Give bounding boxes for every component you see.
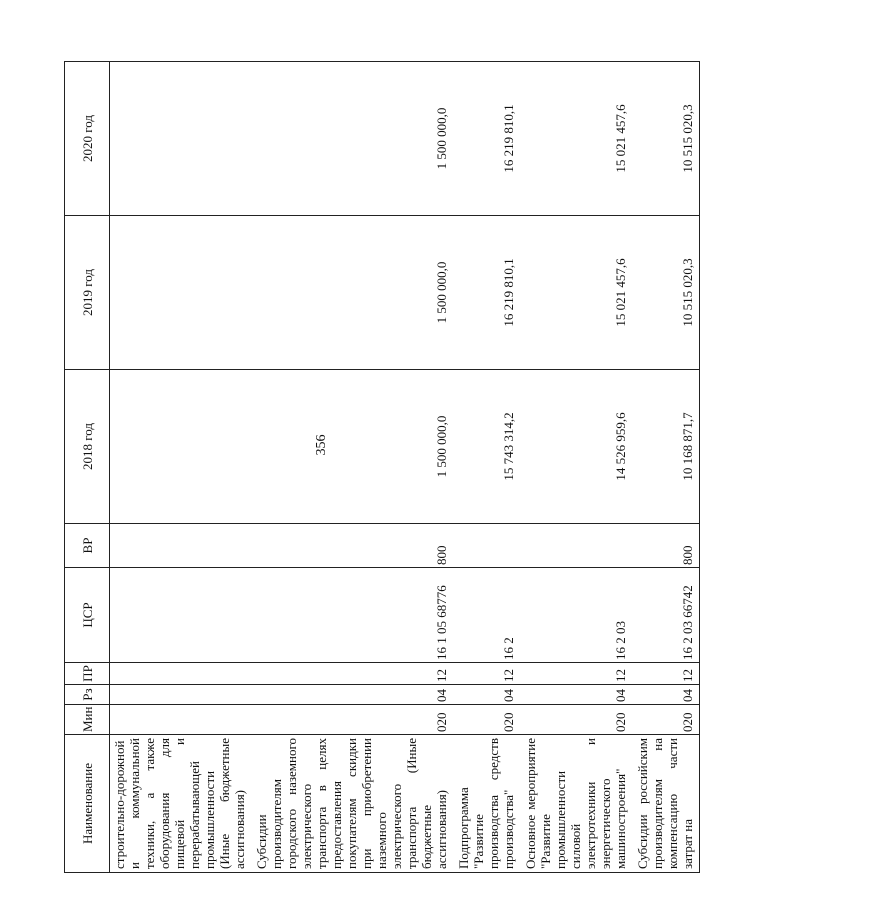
header-rz: Рз — [65, 685, 110, 705]
row-2018: 10 168 871,7 — [632, 370, 700, 524]
row-csr: 16 2 03 66742 — [632, 568, 700, 663]
budget-table — [64, 61, 700, 873]
table-row — [110, 62, 252, 873]
row-pr: 12 — [453, 663, 520, 685]
header-min: Мин — [65, 705, 110, 735]
row-pr: 12 — [251, 663, 453, 685]
row-min: 020 — [520, 705, 632, 735]
row-2019: 10 515 020,3 — [632, 216, 700, 370]
row-csr — [110, 568, 252, 663]
row-rz: 04 — [632, 685, 700, 705]
row-name: Субсидии российским производителям на компенсацию части затрат на — [632, 735, 700, 873]
row-rz: 04 — [520, 685, 632, 705]
row-csr: 16 2 — [453, 568, 520, 663]
row-name: Подпрограмма "Развитие производства средств производства" — [453, 735, 520, 873]
page-number: 356 — [314, 434, 329, 456]
row-vr — [453, 524, 520, 568]
row-name: Основное мероприятие "Развитие промышленности силовой электротехники и энергетического машиностроения" — [520, 735, 632, 873]
row-pr — [110, 663, 252, 685]
header-pr: ПР — [65, 663, 110, 685]
row-rz: 04 — [453, 685, 520, 705]
table-row — [453, 62, 520, 873]
header-2019: 2019 год — [65, 216, 110, 370]
row-rz: 04 — [251, 685, 453, 705]
row-vr: 800 — [632, 524, 700, 568]
table-row — [251, 62, 453, 873]
row-vr — [520, 524, 632, 568]
row-2019: 16 219 810,1 — [453, 216, 520, 370]
row-2018: 15 743 314,2 — [453, 370, 520, 524]
row-2018 — [110, 370, 252, 524]
row-pr: 12 — [520, 663, 632, 685]
row-csr: 16 1 05 68776 — [251, 568, 453, 663]
table-frame — [64, 62, 695, 873]
table-row — [632, 62, 700, 873]
row-min: 020 — [453, 705, 520, 735]
row-2020: 16 219 810,1 — [453, 62, 520, 216]
row-pr: 12 — [632, 663, 700, 685]
row-vr: 800 — [251, 524, 453, 568]
row-rz — [110, 685, 252, 705]
row-2020: 10 515 020,3 — [632, 62, 700, 216]
header-vr: ВР — [65, 524, 110, 568]
row-name: строительно-дорожной и коммунальной техники, а также оборудования для пищевой и перерабатывающей промышленности (Иные бюджетные ассигнования) — [110, 735, 252, 873]
row-2019 — [110, 216, 252, 370]
row-2020: 1 500 000,0 — [251, 62, 453, 216]
row-min: 020 — [251, 705, 453, 735]
row-2019: 1 500 000,0 — [251, 216, 453, 370]
header-2020: 2020 год — [65, 62, 110, 216]
row-vr — [110, 524, 252, 568]
row-2019: 15 021 457,6 — [520, 216, 632, 370]
header-name: Наименование — [65, 735, 110, 873]
row-2018: 1 500 000,0 — [251, 370, 453, 524]
row-min: 020 — [632, 705, 700, 735]
rotated-table-area — [64, 62, 875, 869]
row-2018: 14 526 959,6 — [520, 370, 632, 524]
table-row — [520, 62, 632, 873]
row-2020: 15 021 457,6 — [520, 62, 632, 216]
row-min — [110, 705, 252, 735]
row-2020 — [110, 62, 252, 216]
table-header-row — [65, 62, 110, 873]
row-name: Субсидии производителям городского наземного электрического транспорта в целях предоставления покупателям скидки при приобретении наземного электрического транспорта (Иные бюджетные ассигнования) — [251, 735, 453, 873]
header-csr: ЦСР — [65, 568, 110, 663]
header-2018: 2018 год — [65, 370, 110, 524]
row-csr: 16 2 03 — [520, 568, 632, 663]
